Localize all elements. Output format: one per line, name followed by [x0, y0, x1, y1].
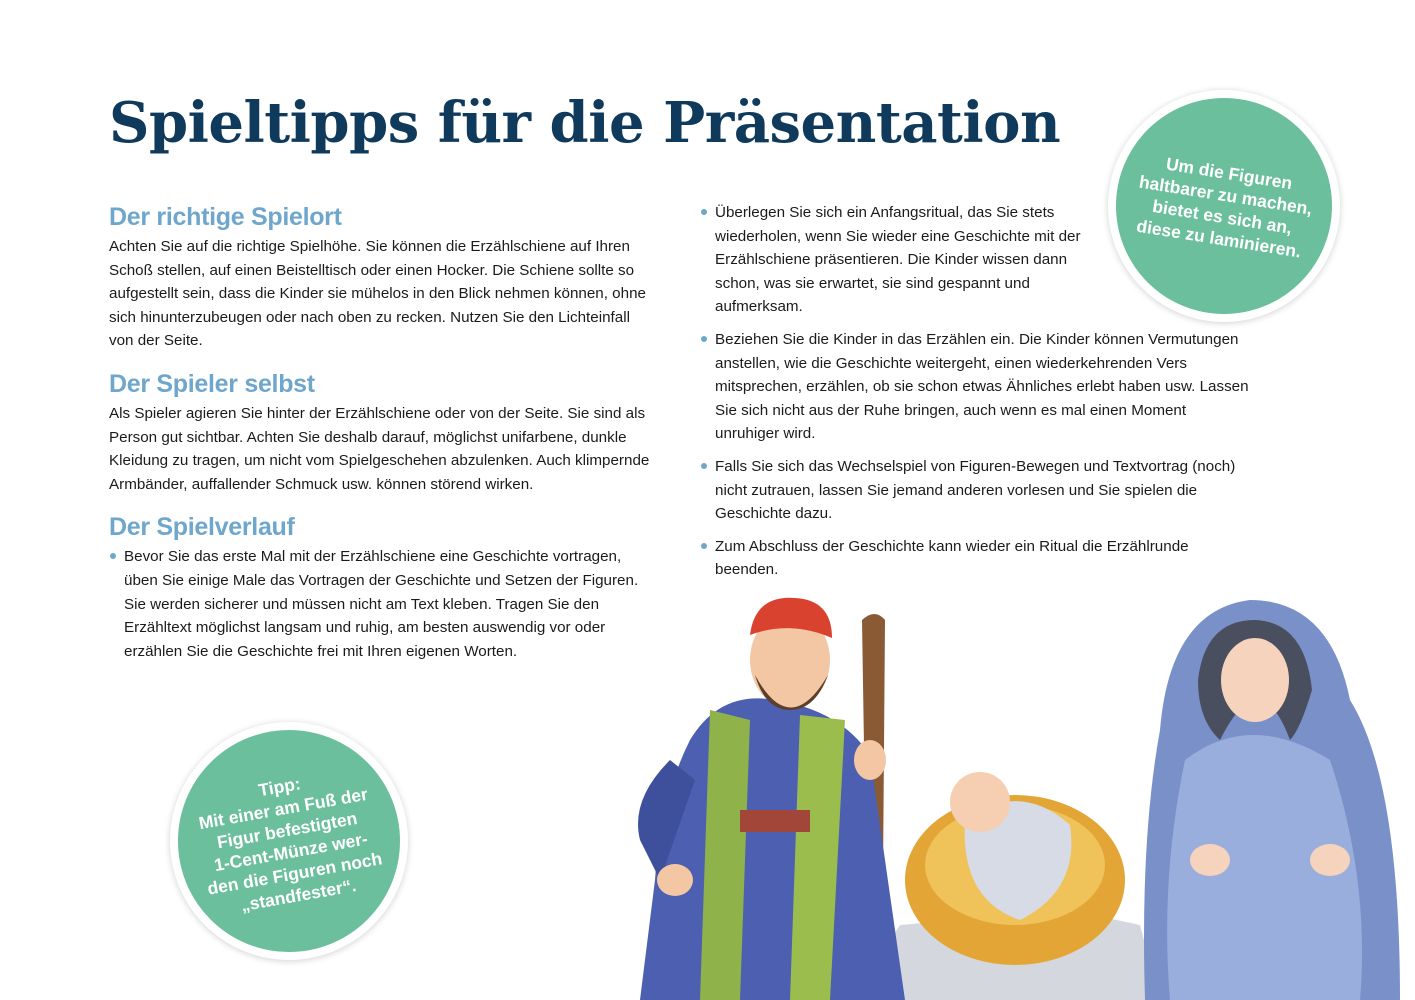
- mary-face: [1221, 638, 1289, 722]
- mary-hand: [1310, 844, 1350, 876]
- left-column: [109, 200, 657, 677]
- section-spielverlauf: [109, 510, 657, 663]
- list-item: Zum Abschluss der Geschichte kann wieder ein Ritual die Erzählrunde beenden.: [700, 535, 1250, 582]
- list-item: Überlegen Sie sich ein Anfangsritual, das Sie stets wiederholen, wenn Sie wieder eine Geschichte mit der Erzählschiene präsentieren. Die Kinder wissen dann schon, was sie erwartet, sie sind gespannt und aufmerksam.: [700, 201, 1100, 319]
- joseph-hand: [854, 740, 886, 780]
- joseph-hand: [657, 864, 693, 896]
- tip-bubble-coin: [170, 722, 408, 960]
- baby-head: [950, 772, 1010, 832]
- section-text-spielort: Achten Sie auf die richtige Spielhöhe. Sie können die Erzählschiene auf Ihren Schoß stellen, auf einen Beistelltisch oder einen Hocker. Die Schiene sollte so aufgestellt sein, dass die Kinder sie mühelos in den Blick nehmen können, ohne sich hinunterzubeugen oder nach oben zu recken. Nutzen Sie den Lichteinfall von der Seite.: [109, 238, 646, 350]
- list-item: Bevor Sie das erste Mal mit der Erzählschiene eine Geschichte vortragen, üben Sie einige Male das Vortragen der Geschichte und Setzen der Figuren. Sie werden sicherer und müssen nicht am Text kleben. Tragen Sie den Erzähltext möglichst langsam und ruhig, am besten auswendig vor oder erzählen Sie die Geschichte frei mit Ihren eigenen Worten.: [109, 545, 657, 663]
- section-spieler: [109, 367, 657, 496]
- section-heading-spielort: Der richtige Spielort: [109, 203, 342, 231]
- tip-bubble-text: Tipp: Mit einer am Fuß der Figur befestigten 1-Cent-Münze wer- den die Figuren noch „standfester“.: [197, 773, 384, 916]
- list-item: Beziehen Sie die Kinder in das Erzählen ein. Die Kinder können Vermutungen anstellen, wie die Geschichte weitergeht, einen wiederkehrenden Vers mitsprechen, erzählen, ob sie schon etwas Ähnliches erlebt haben usw. Lassen Sie sich nicht aus der Ruhe bringen, auch wenn es mal einen Moment unruhiger wird.: [700, 328, 1250, 446]
- mary-hand: [1190, 844, 1230, 876]
- list-item: Falls Sie sich das Wechselspiel von Figuren-Bewegen und Textvortrag (noch) nicht zutrauen, lassen Sie jemand anderen vorlesen und Sie spielen die Geschichte dazu.: [700, 455, 1250, 526]
- section-text-spieler: Als Spieler agieren Sie hinter der Erzählschiene oder von der Seite. Sie sind als Person gut sichtbar. Achten Sie deshalb darauf, möglichst unifarbene, dunkle Kleidung zu tragen, um nicht vom Spielgeschehen abzulenken. Auch klimpernde Armbänder, auffallender Schmuck usw. können störend wirken.: [109, 404, 650, 493]
- section-spielort: [109, 200, 657, 353]
- page-title: Spieltipps für die Präsentation: [109, 90, 1061, 156]
- tip-bubble-laminate: [1108, 90, 1340, 322]
- nativity-illustration: [600, 580, 1415, 1000]
- spielverlauf-list: [109, 545, 657, 663]
- joseph-belt: [740, 810, 810, 832]
- section-heading-spielverlauf: Der Spielverlauf: [109, 513, 295, 542]
- tip-bubble-text: Um die Figuren haltbarer zu machen, bietet es sich an, diese zu laminieren.: [1135, 153, 1314, 262]
- section-heading-spieler: Der Spieler selbst: [109, 369, 315, 398]
